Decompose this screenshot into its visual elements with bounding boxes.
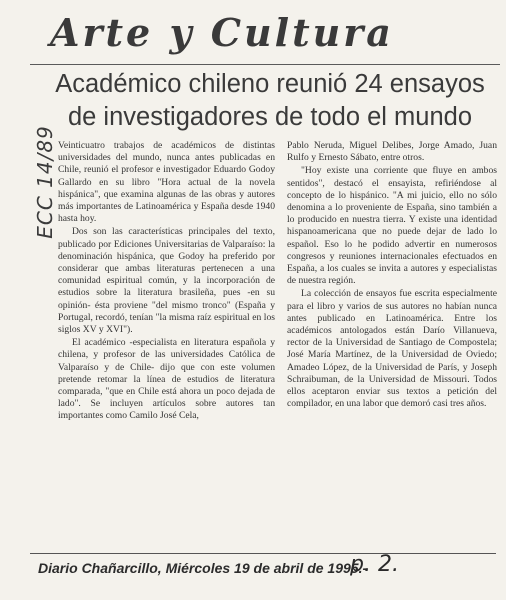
article-paragraph: "Hoy existe una corriente que fluye en ambos sentidos", destacó el ensayista, refiriéndose al concepto de lo hispánico. "A mi juicio, ello no sólo denomina a lo proveniente de España, sino también a lo producido en nuestra tierra. Y existe una identidad hispanoamericana que no puede dejar de lado lo español. Eso lo he podido advertir en numerosos congresos y reuniones internacionales efectuados en España, a los cuales se invita a autores y especialistas de nuestra región. [287,165,497,287]
source-citation: Diario Chañarcillo, Miércoles 19 de abril de 1995.- [38,560,368,576]
section-header [30,4,500,65]
article-paragraph: El académico -especialista en literatura española y chilena, y profesor de las universidades Católica de Valparaíso y de Chile- dijo que con este volumen pretende retomar la línea de estudios de literatura comparada, "que en Chile está ahora un poco dejada de lado". Se incluyen artículos sobre autores tan importantes como Camilo José Cela, [58,337,275,422]
headline [40,68,500,134]
headline-line-2: de investigadores de todo el mundo [67,103,473,131]
article-paragraph: Dos son las características principales del texto, publicado por Ediciones Universitarias de Valparaíso: la denominación hispánica, que Godoy ha preferido por considerar que ambas literaturas pertenecen a una comunidad espiritual común, y la incorporación de estudios sobre la literatura brasileña, pues -en su opinión- ésta proviene "del mismo tronco" (España y Portugal, recordó, tenían "la misma raíz espiritual en los siglos XV y XVI"). [58,226,275,336]
article-column-left [58,140,275,424]
article-paragraph: Veinticuatro trabajos de académicos de distintas universidades del mundo, nunca antes publicadas en Chile, reunió el profesor e investigador Eduardo Godoy Gallardo en su libro "Hora actual de la novela hispánica", que examina algunas de las obras y autores más importantes de Latinoamérica y España desde 1940 hasta hoy. [58,140,275,225]
footer-divider [30,553,496,554]
handwritten-archive-note: ECC 14/89 [32,125,57,239]
article-paragraph: La colección de ensayos fue escrita especialmente para el libro y varios de sus autores no habían nunca antes publicado en Latinoamérica. Entre los académicos antologados están Darío Villanueva, rector de la Universidad de Santiago de Compostela; José María Martínez, de la Universidad de Oviedo; Amadeo López, de la Universidad de París, y Joseph Schraibuman, de la Universidad de Missouri. Todos ellos aceptaron enviar sus textos a petición del compilador, en una labor que demoró casi tres años. [287,288,497,410]
handwritten-page-note: p. 2. [350,552,399,577]
article-paragraph: Pablo Neruda, Miguel Delibes, Jorge Amado, Juan Rulfo y Ernesto Sábato, entre otros. [287,140,497,164]
article-column-right [287,140,497,411]
headline-line-1: Académico chileno reunió 24 ensayos [55,70,485,98]
section-title: Arte y Cultura [50,10,394,55]
